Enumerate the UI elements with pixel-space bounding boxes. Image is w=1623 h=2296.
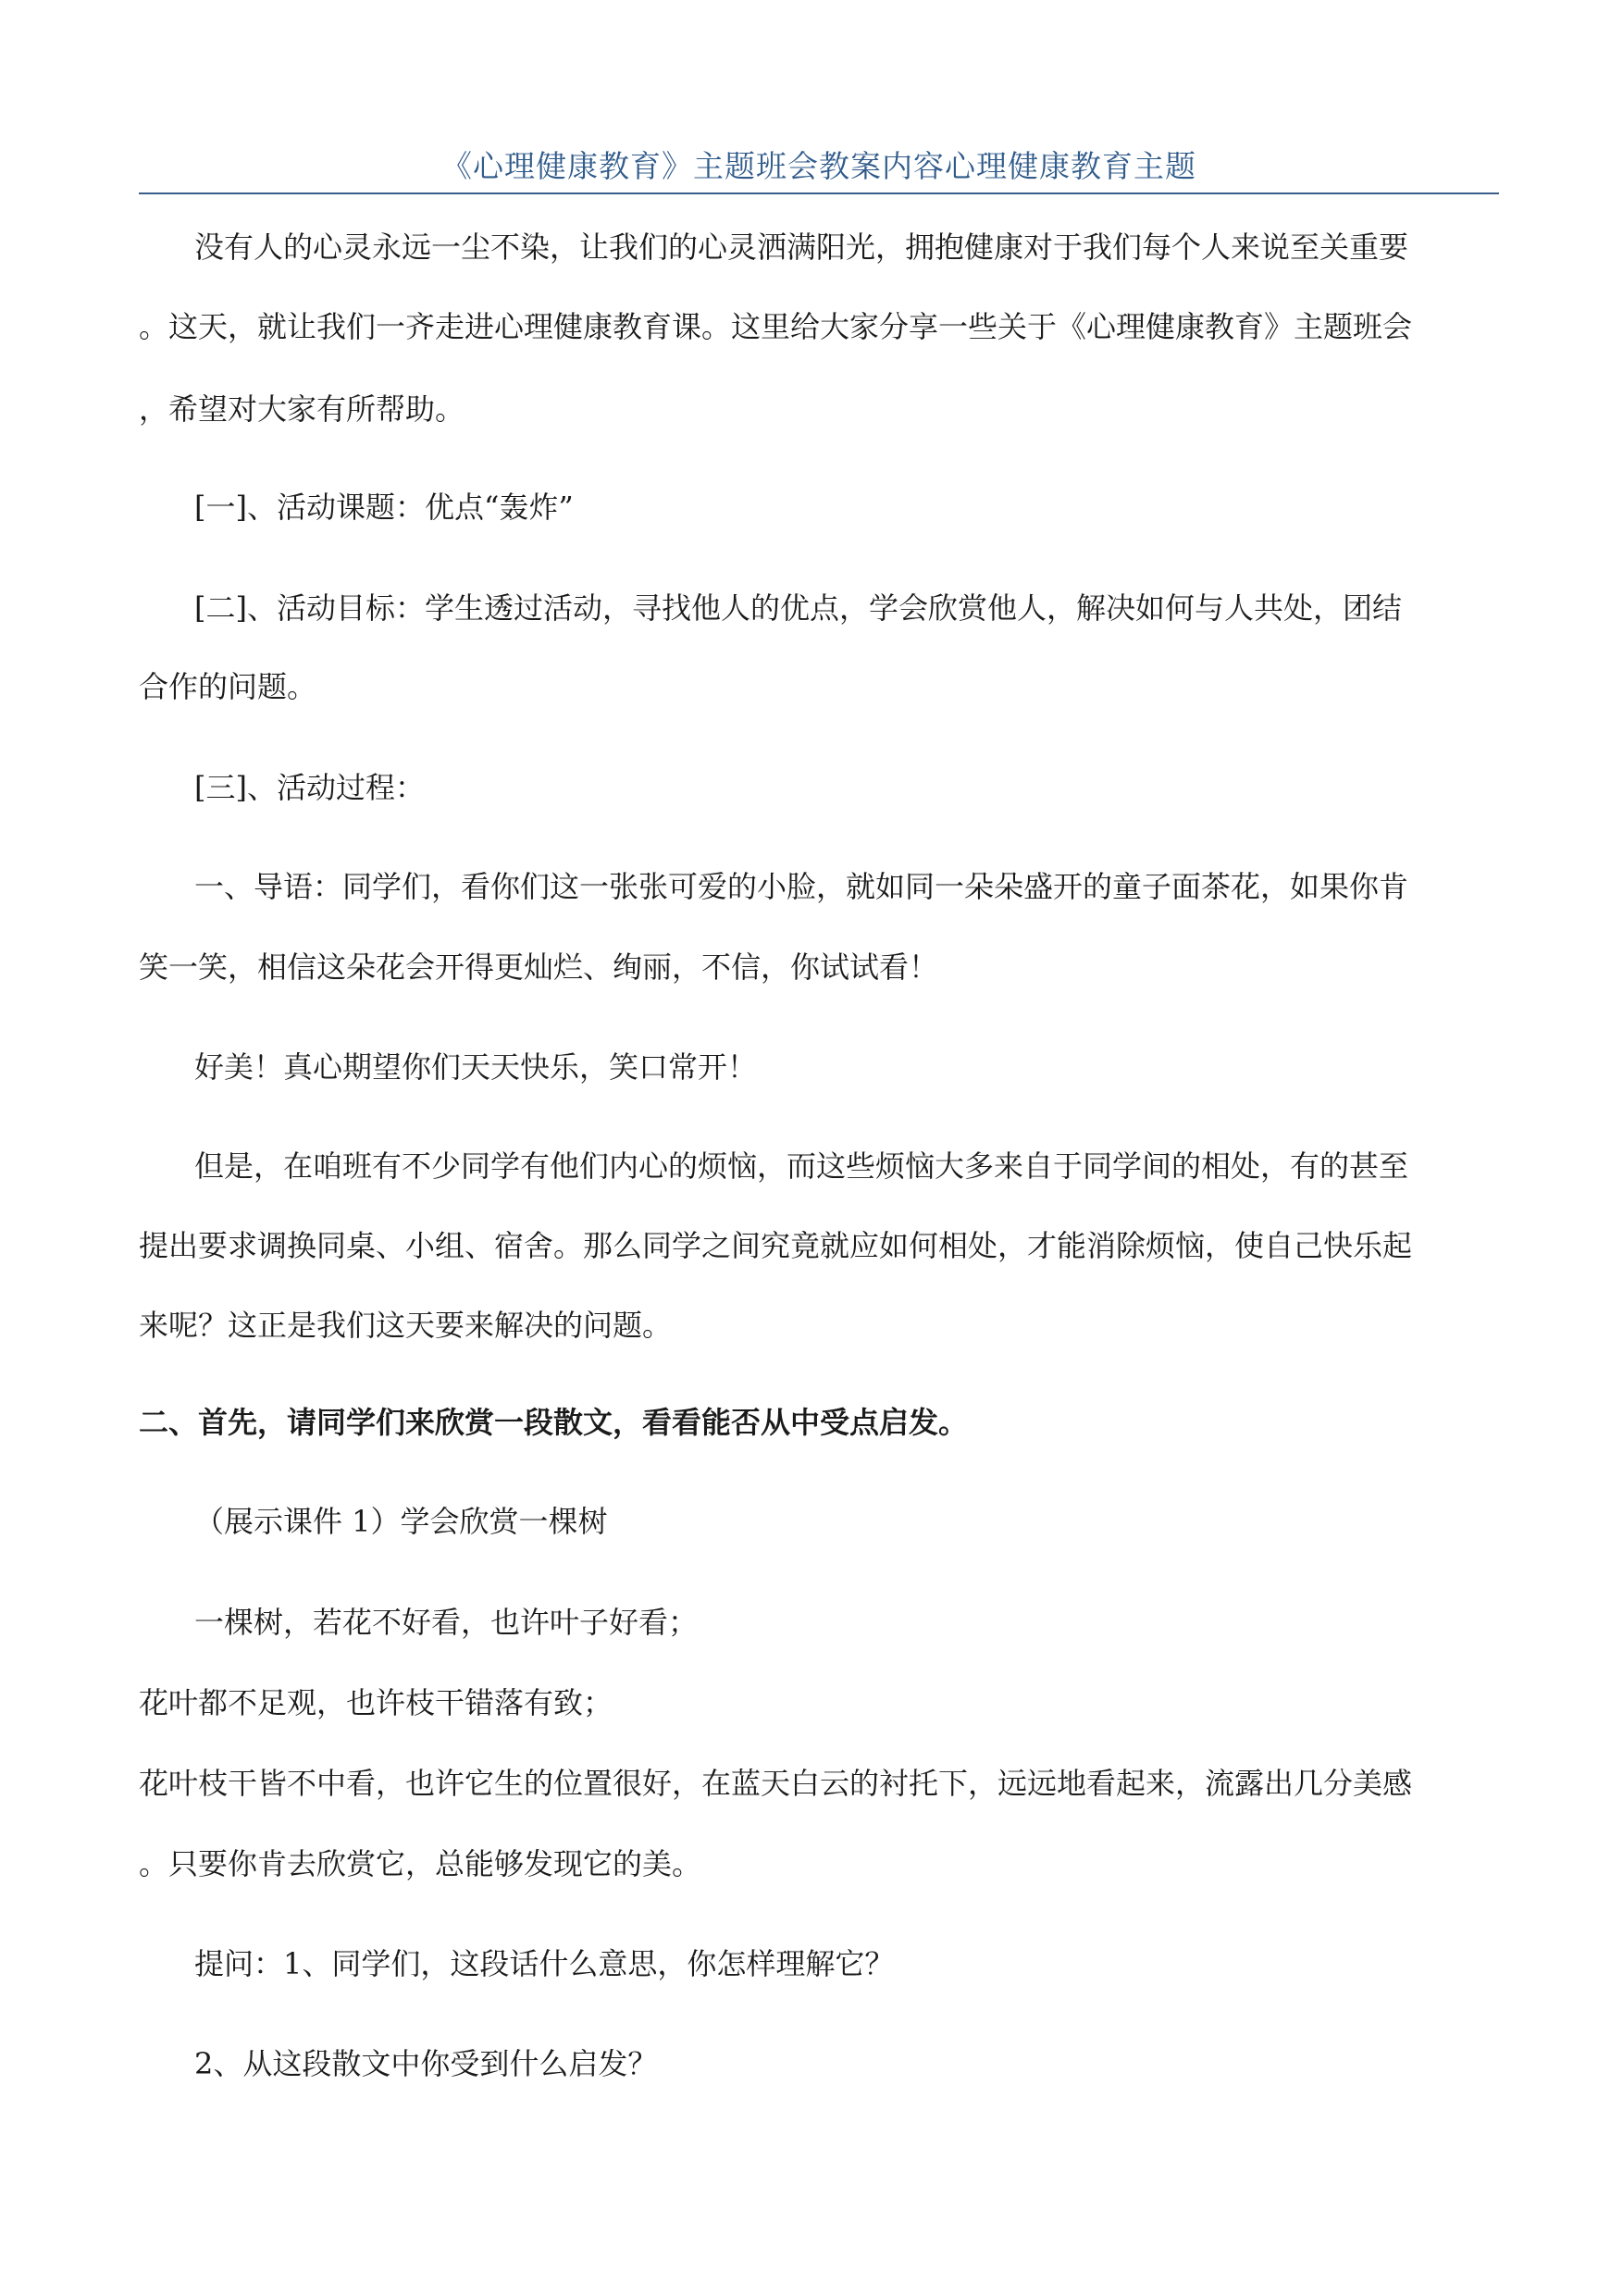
- wish-line: 好美！真心期望你们天天快乐，笑口常开！: [194, 1049, 758, 1085]
- tree-line-2: 花叶都不足观，也许枝干错落有致；: [139, 1685, 613, 1720]
- problem-line-3: 来呢？这正是我们这天要来解决的问题。: [139, 1308, 673, 1343]
- intro-line-3: ，希望对大家有所帮助。: [139, 391, 465, 427]
- activity-goal-line-2: 合作的问题。: [139, 669, 317, 704]
- document-title: 《心理健康教育》主题班会教案内容心理健康教育主题: [441, 148, 1196, 184]
- activity-goal-line-1: [二]、活动目标：学生透过活动，寻找他人的优点，学会欣赏他人，解决如何与人共处，团结: [194, 590, 1402, 626]
- section-two-heading: 二、首先，请同学们来欣赏一段散文，看看能否从中受点启发。: [139, 1405, 969, 1440]
- intro-line-2: 。这天，就让我们一齐走进心理健康教育课。这里给大家分享一些关于《心理健康教育》主题班会: [139, 309, 1413, 344]
- activity-process: [三]、活动过程：: [194, 770, 425, 805]
- guide-line-2: 笑一笑，相信这朵花会开得更灿烂、绚丽，不信，你试试看！: [139, 949, 939, 985]
- question-one: 提问：1、同学们，这段话什么意思，你怎样理解它？: [194, 1946, 895, 1981]
- tree-line-4: 。只要你肯去欣赏它，总能够发现它的美。: [139, 1846, 702, 1881]
- question-two: 2、从这段散文中你受到什么启发？: [194, 2046, 658, 2081]
- tree-line-1: 一棵树，若花不好看，也许叶子好看；: [194, 1605, 699, 1640]
- page-header: [139, 139, 1499, 194]
- tree-line-3: 花叶枝干皆不中看，也许它生的位置很好，在蓝天白云的衬托下，远远地看起来，流露出几分美感: [139, 1766, 1413, 1801]
- intro-line-1: 没有人的心灵永远一尘不染，让我们的心灵洒满阳光，拥抱健康对于我们每个人来说至关重要: [194, 230, 1409, 265]
- courseware-line: （展示课件 1）学会欣赏一棵树: [194, 1504, 608, 1539]
- problem-line-1: 但是，在咱班有不少同学有他们内心的烦恼，而这些烦恼大多来自于同学间的相处，有的甚至: [194, 1148, 1409, 1184]
- guide-line-1: 一、导语：同学们，看你们这一张张可爱的小脸，就如同一朵朵盛开的童子面茶花，如果你肯: [194, 869, 1409, 904]
- problem-line-2: 提出要求调换同桌、小组、宿舍。那么同学之间究竟就应如何相处，才能消除烦恼，使自己快乐起: [139, 1228, 1413, 1263]
- activity-topic: [一]、活动课题：优点“轰炸”: [194, 490, 574, 525]
